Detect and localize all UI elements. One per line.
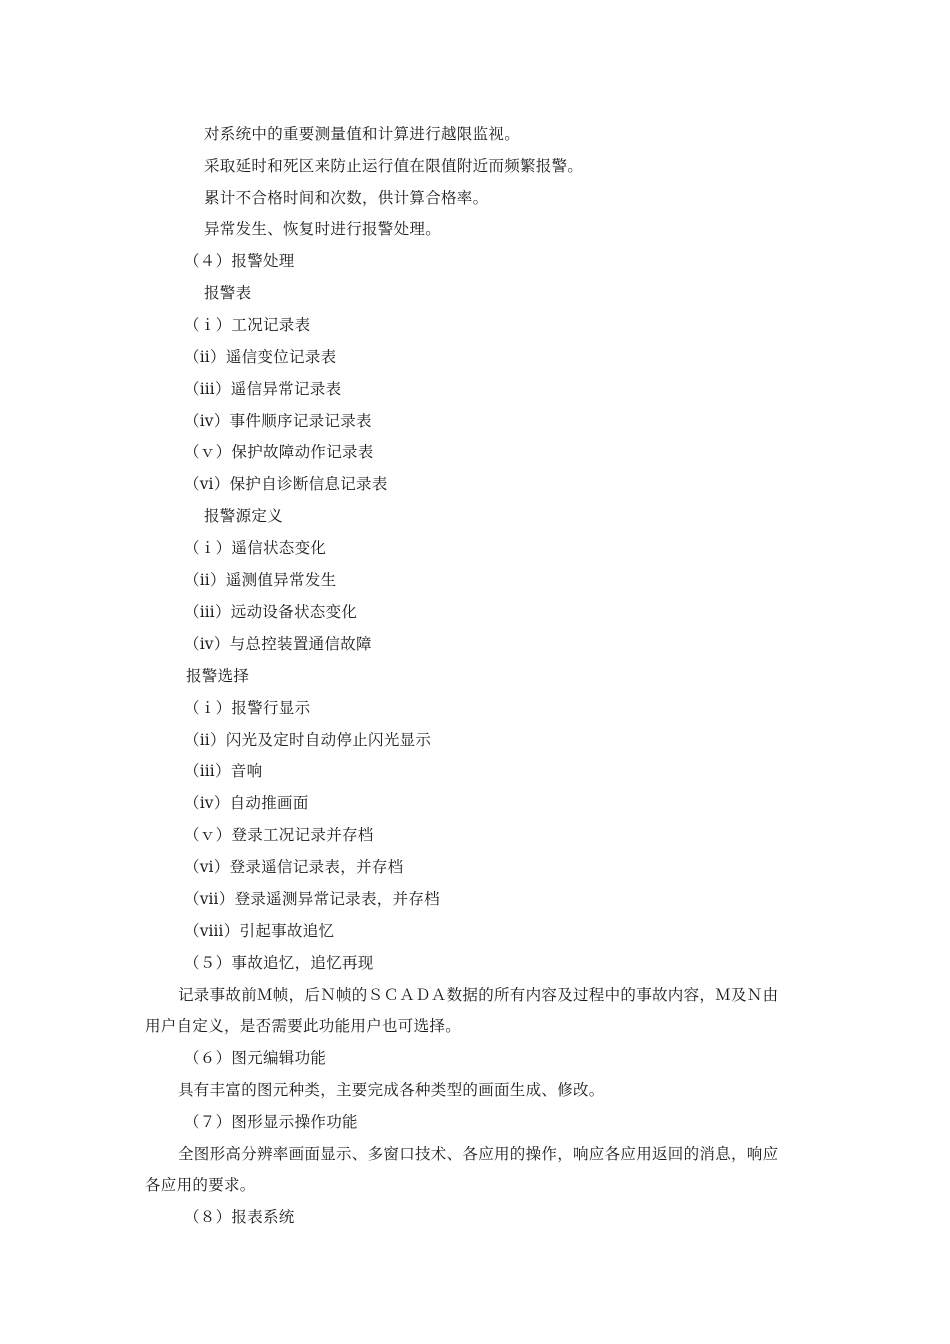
text-line: 对系统中的重要测量值和计算进行越限监视。 bbox=[204, 125, 521, 143]
section-heading: （６）图元编辑功能 bbox=[184, 1049, 327, 1067]
list-item: （ⅵ）登录遥信记录表，并存档 bbox=[184, 858, 404, 876]
subheading: 报警表 bbox=[204, 284, 252, 302]
list-item: （ⅲ）音响 bbox=[184, 762, 263, 780]
list-item: （ｉ）遥信状态变化 bbox=[184, 539, 327, 557]
list-item: （ｖ）保护故障动作记录表 bbox=[184, 443, 374, 461]
list-item: （ｖ）登录工况记录并存档 bbox=[184, 826, 374, 844]
subheading: 报警选择 bbox=[186, 667, 250, 685]
text-line: 采取延时和死区来防止运行值在限值附近而频繁报警。 bbox=[204, 157, 584, 175]
list-item: （ⅶ）登录遥测异常记录表，并存档 bbox=[184, 890, 440, 908]
paragraph-line: 用户自定义，是否需要此功能用户也可选择。 bbox=[145, 1017, 462, 1035]
list-item: （ⅲ）遥信异常记录表 bbox=[184, 380, 342, 398]
list-item: （ⅳ）与总控装置通信故障 bbox=[184, 635, 372, 653]
paragraph-line: 全图形高分辨率画面显示、多窗口技术、各应用的操作，响应各应用返回的消息，响应 bbox=[178, 1145, 779, 1163]
list-item: （ⅷ）引起事故追忆 bbox=[184, 922, 335, 940]
list-item: （ⅵ）保护自诊断信息记录表 bbox=[184, 475, 388, 493]
text-line: 异常发生、恢复时进行报警处理。 bbox=[204, 220, 442, 238]
section-heading: （８）报表系统 bbox=[184, 1208, 295, 1226]
list-item: （ⅱ）闪光及定时自动停止闪光显示 bbox=[184, 731, 432, 749]
text-line: 累计不合格时间和次数，供计算合格率。 bbox=[204, 189, 489, 207]
list-item: （ⅳ）自动推画面 bbox=[184, 794, 309, 812]
list-item: （ⅱ）遥信变位记录表 bbox=[184, 348, 337, 366]
paragraph-line: 记录事故前Ｍ帧，后Ｎ帧的ＳＣＡＤＡ数据的所有内容及过程中的事故内容，Ｍ及Ｎ由 bbox=[178, 986, 779, 1004]
list-item: （ⅳ）事件顺序记录记录表 bbox=[184, 412, 372, 430]
list-item: （ｉ）工况记录表 bbox=[184, 316, 311, 334]
section-heading: （７）图形显示操作功能 bbox=[184, 1113, 358, 1131]
section-heading: （４）报警处理 bbox=[184, 252, 295, 270]
paragraph-line: 各应用的要求。 bbox=[145, 1176, 256, 1194]
subheading: 报警源定义 bbox=[204, 507, 284, 525]
list-item: （ⅲ）远动设备状态变化 bbox=[184, 603, 358, 621]
list-item: （ｉ）报警行显示 bbox=[184, 699, 311, 717]
list-item: （ⅱ）遥测值异常发生 bbox=[184, 571, 337, 589]
paragraph-line: 具有丰富的图元种类，主要完成各种类型的画面生成、修改。 bbox=[178, 1081, 605, 1099]
section-heading: （５）事故追忆，追忆再现 bbox=[184, 954, 374, 972]
